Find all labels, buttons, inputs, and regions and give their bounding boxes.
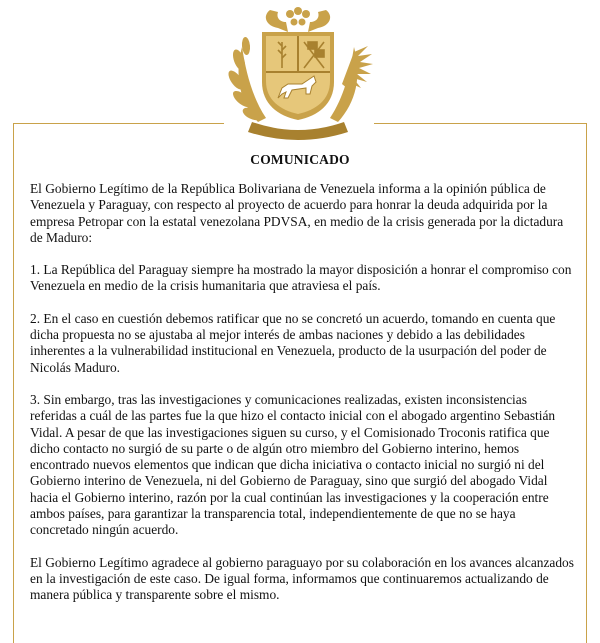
point-3-paragraph: 3. Sin embargo, tras las investigaciones y comunicaciones realizadas, existen inconsistencias referidas a cuál de las partes fue la que hizo el contacto inicial con el abogado argentino Sebastián Vidal. A pesar de que las investigaciones siguen su curso, y el Comisionado Troconis ratifica que dicho contacto no surgió de su parte o de algún otro miembro del Gobierno interino, hemos encontrado nuevos elementos que indican que dicha iniciativa o contacto inicial no surgió ni del Gobierno interino de Venezuela, ni del Gobierno de Paraguay, sino que surgió del abogado Vidal hacia el Gobierno interino, razón por la cual continúan las investigaciones y la cooperación entre ambos países, para garantizar la transparencia total, independientemente de que no se haya concretado ningún acuerdo. [30, 391, 556, 538]
closing-paragraph: El Gobierno Legítimo agradece al gobierno paraguayo por su colaboración en los avances alcanzados en la investigación de este caso. De igual forma, informamos que continuaremos actualizando de manera pública y transparente sobre el mismo. [30, 554, 574, 603]
document-body [30, 181, 575, 620]
document-title: COMUNICADO [250, 152, 350, 167]
point-1-paragraph: 1. La República del Paraguay siempre ha mostrado la mayor disposición a honrar el compromiso con Venezuela en medio de la crisis humanitaria que atraviesa el país. [30, 262, 572, 294]
intro-paragraph: El Gobierno Legítimo de la República Bolivariana de Venezuela informa a la opinión pública de Venezuela y Paraguay, con respecto al proyecto de acuerdo para honrar la deuda adquirida por la empresa Petropar con la estatal venezolana PDVSA, en medio de la crisis generada por la dictadura de Maduro: [30, 181, 564, 245]
point-2-paragraph: 2. En el caso en cuestión debemos ratificar que no se concretó un acuerdo, tomando en cuenta que dicha propuesta no se ajustaba al mejor interés de ambas naciones y debido a las debilidades inherentes a la vulnerabilidad institucional en Venezuela, producto de la usurpación del poder de Nicolás Maduro. [30, 310, 556, 375]
coat-of-arms-icon [222, 2, 374, 142]
